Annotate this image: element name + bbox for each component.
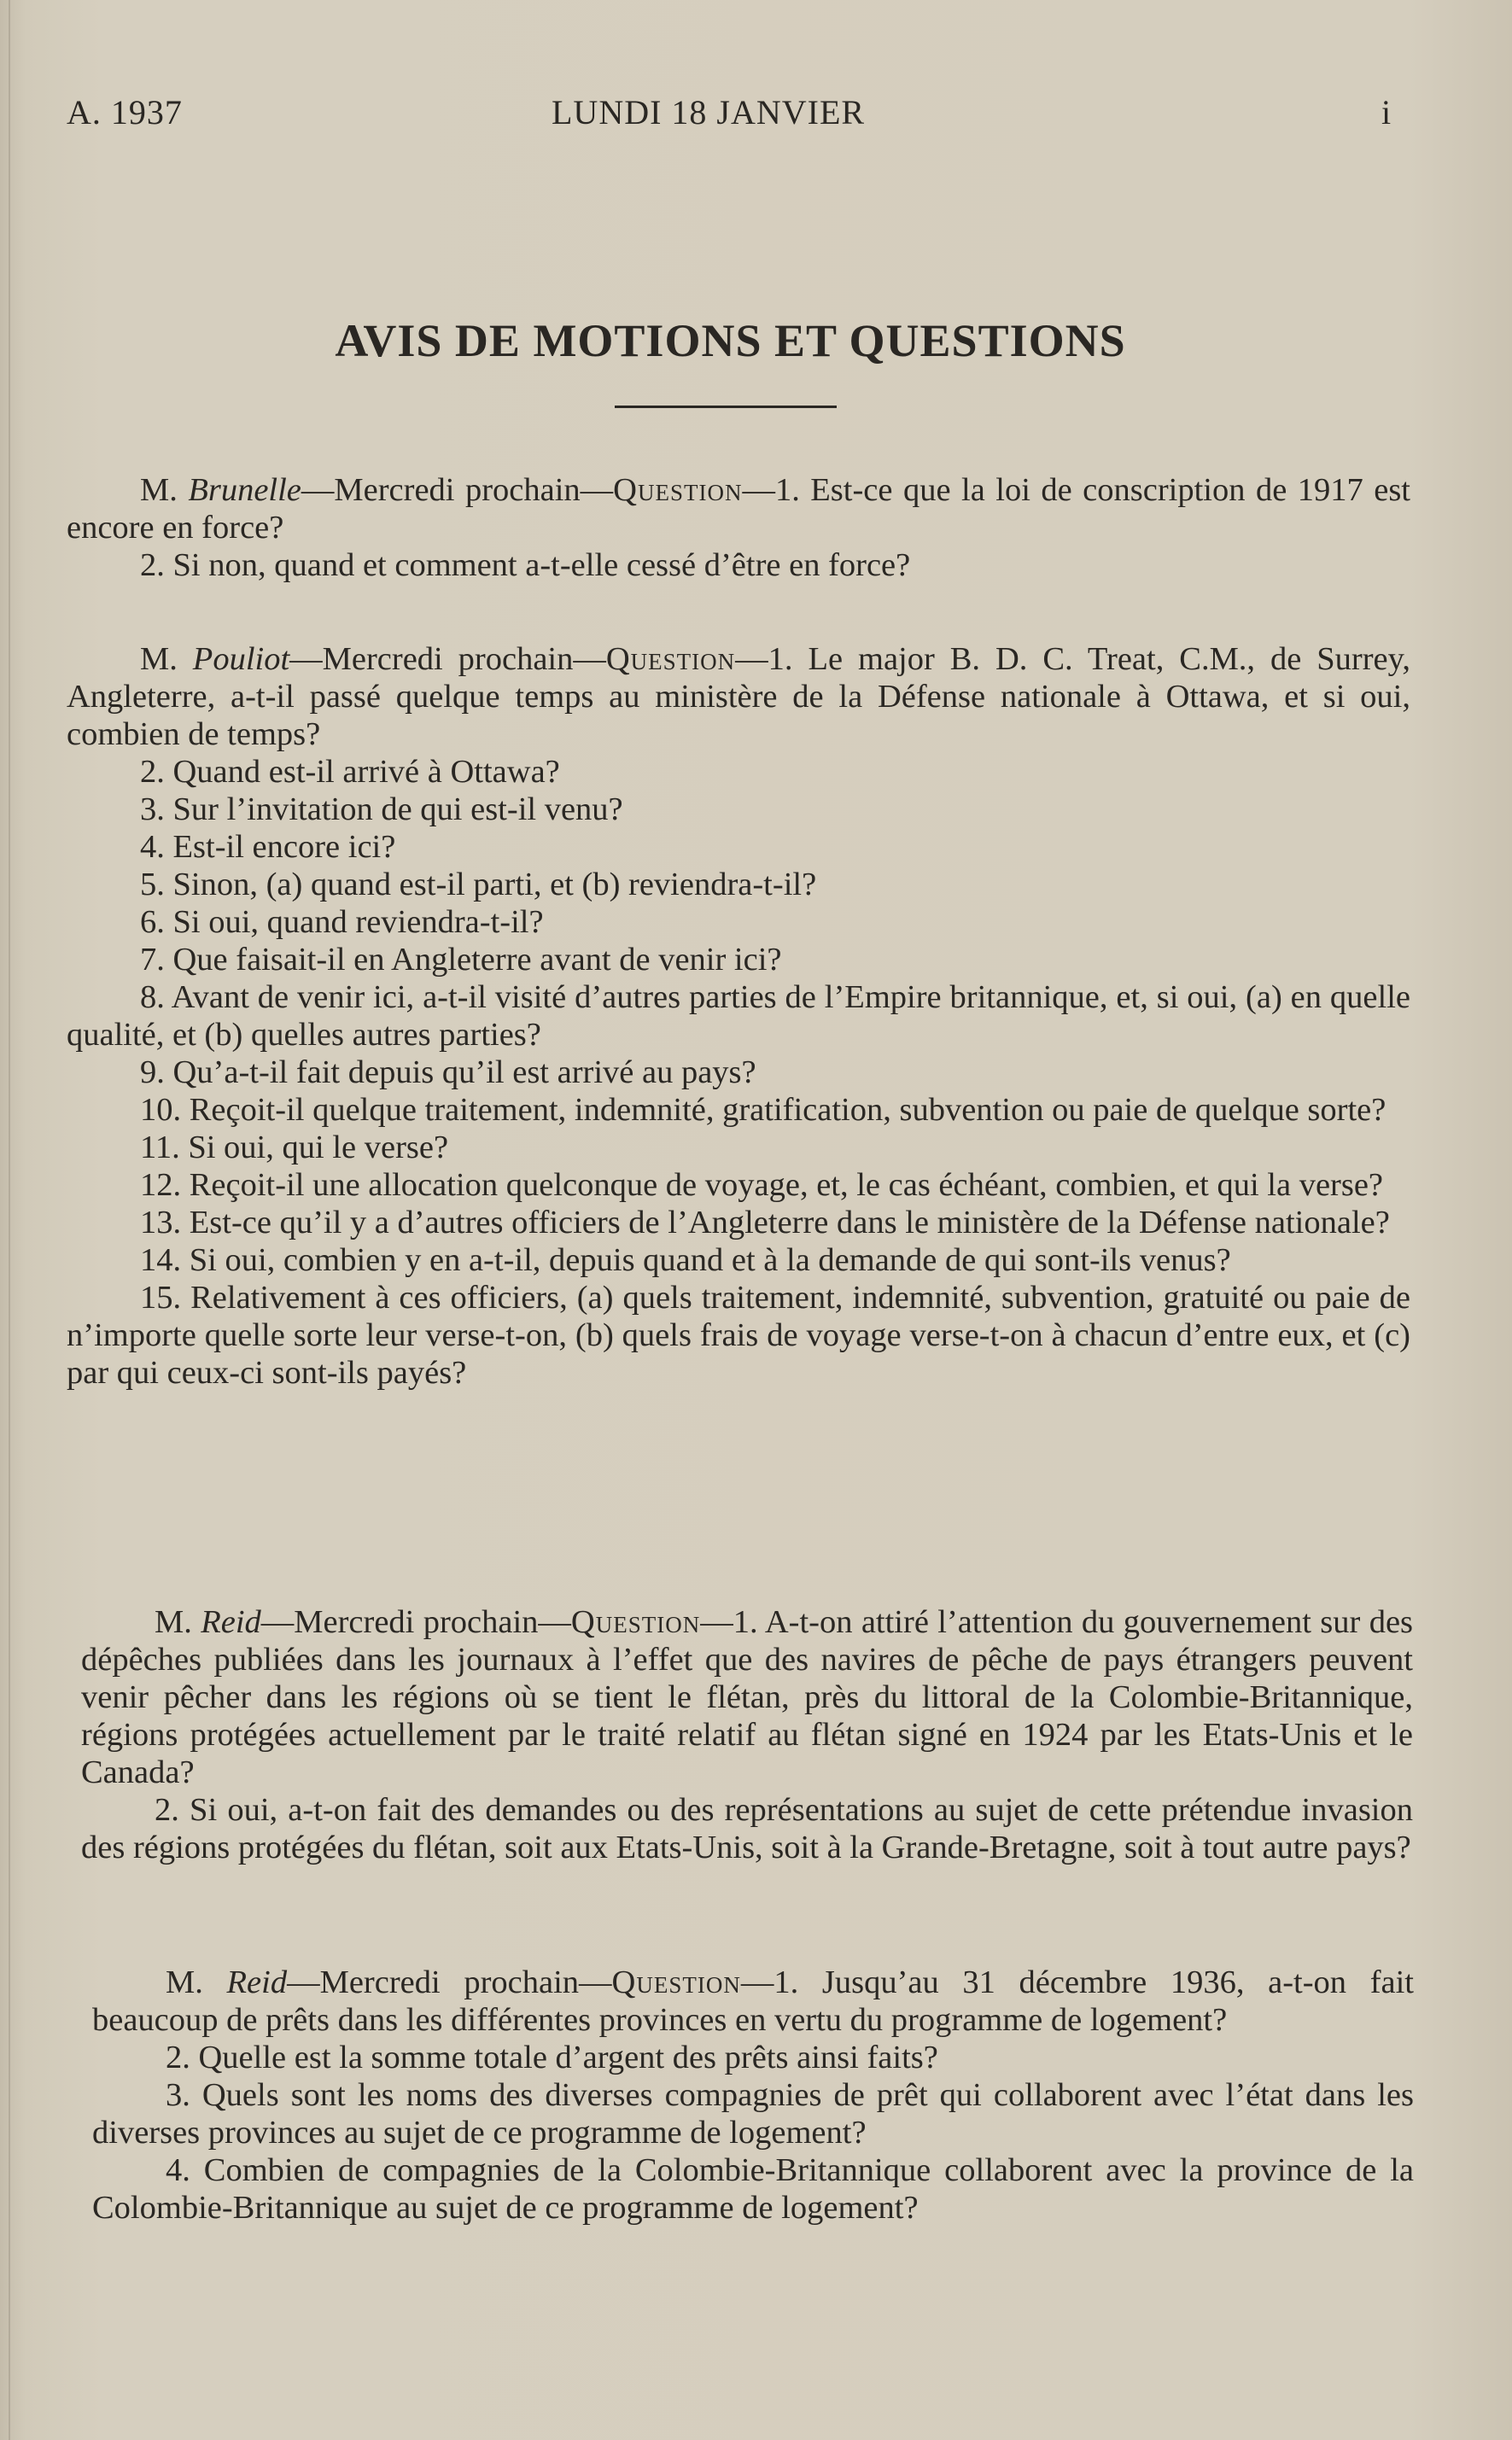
question-item: 10. Reçoit-il quelque traitement, indemnité, gratification, subvention ou paie de quelque sorte? — [140, 1092, 1386, 1128]
question-item: 14. Si oui, combien y en a-t-il, depuis quand et à la demande de qui sont-ils venus? — [140, 1242, 1231, 1278]
header-page-number: i — [1381, 93, 1392, 131]
running-header — [67, 92, 1398, 143]
question-item: 5. Sinon, (a) quand est-il parti, et (b) reviendra-t-il? — [140, 867, 817, 902]
question-item: 2. Quelle est la somme totale d’argent des prêts ainsi faits? — [166, 2040, 938, 2075]
motion-when: —Mercredi prochain— — [289, 641, 606, 677]
question-label: Question — [605, 641, 736, 677]
motion-prefix: M. — [166, 1964, 227, 2000]
title-rule — [615, 406, 837, 408]
question-item: 11. Si oui, qui le verse? — [140, 1130, 449, 1165]
question-item: 13. Est-ce qu’il y a d’autres officiers de l’Angleterre dans le ministère de la Défense nationale? — [140, 1205, 1390, 1240]
question-item: 2. Si non, quand et comment a-t-elle cessé d’être en force? — [140, 547, 911, 583]
motion-prefix: M. — [140, 472, 189, 508]
motion-brunelle — [67, 471, 1410, 584]
question-item: 6. Si oui, quand reviendra-t-il? — [140, 904, 544, 940]
question-item: 4. Est-il encore ici? — [140, 829, 396, 865]
member-name: Reid — [226, 1964, 288, 2000]
question-text: —1. Le major B. D. C. Treat, C.M., de Surrey, Angleterre, a-t-il passé quelque temps au ministère de la Défense nationale à Ottawa, et si oui, combien de temps? — [67, 641, 1411, 752]
header-year: A. 1937 — [67, 93, 183, 131]
question-item: 8. Avant de venir ici, a-t-il visité d’autres parties de l’Empire britannique, et, si oui, (a) en quelle qualité, et (b) quelles autres parties? — [67, 979, 1410, 1053]
question-label: Question — [570, 1604, 701, 1640]
page-title: AVIS DE MOTIONS ET QUESTIONS — [335, 315, 1126, 366]
member-name: Pouliot — [192, 641, 290, 677]
question-item: 4. Combien de compagnies de la Colombie-Britannique collaborent avec la province de la Colombie-Britannique au sujet de ce programme de logement? — [92, 2152, 1414, 2226]
question-text: —1. A-t-on attiré l’attention du gouvernement sur des dépêches publiées dans les journaux à l’effet que des navires de pêche de pays étrangers peuvent venir pêcher dans les régions où se tient le flétan, près du littoral de la Colombie-Britannique, régions protégées actuellement par le traité relatif au flétan signé en 1924 par les Etats-Unis et le Canada? — [81, 1604, 1414, 1790]
question-item: 3. Quels sont les noms des diverses compagnies de prêt qui collaborent avec l’état dans les diverses provinces au sujet de ce programme de logement? — [92, 2077, 1414, 2151]
question-text: —1. Jusqu’au 31 décembre 1936, a-t-on fait beaucoup de prêts dans les différentes provinces en vertu du programme de logement? — [92, 1964, 1414, 2038]
motion-intro — [92, 1964, 1414, 2039]
member-name: Reid — [201, 1604, 261, 1640]
question-item: 2. Si oui, a-t-on fait des demandes ou des représentations au sujet de cette prétendue invasion des régions protégées du flétan, soit aux Etats-Unis, soit à la Grande-Bretagne, soit à tout autre pays? — [81, 1792, 1413, 1865]
question-item: 9. Qu’a-t-il fait depuis qu’il est arrivé au pays? — [140, 1054, 756, 1090]
motion-intro — [67, 640, 1410, 753]
member-name: Brunelle — [188, 472, 301, 508]
motion-reid-halibut — [81, 1603, 1413, 1866]
question-item: 15. Relativement à ces officiers, (a) quels traitement, indemnité, subvention, gratuité ou paie de n’importe quelle sorte leur verse-t-on, (b) quels frais de voyage verse-t-on à chacun d’entre eux, et (c) par qui ceux-ci sont-ils payés? — [67, 1280, 1410, 1391]
question-item: 7. Que faisait-il en Angleterre avant de venir ici? — [140, 942, 782, 978]
question-text: —1. Est-ce que la loi de conscription de 1917 est encore en force? — [67, 472, 1410, 546]
header-date: LUNDI 18 JANVIER — [552, 93, 866, 131]
question-item: 2. Quand est-il arrivé à Ottawa? — [140, 754, 560, 790]
question-item: 12. Reçoit-il une allocation quelconque de voyage, et, le cas échéant, combien, et qui la verse? — [140, 1167, 1384, 1203]
motion-pouliot — [67, 640, 1410, 1392]
motion-when: —Mercredi prochain— — [287, 1964, 612, 2000]
motion-when: —Mercredi prochain— — [260, 1604, 571, 1640]
motion-prefix: M. — [155, 1604, 201, 1640]
question-label: Question — [611, 1964, 741, 2000]
motion-intro — [81, 1603, 1413, 1791]
motion-prefix: M. — [140, 641, 193, 677]
question-item: 3. Sur l’invitation de qui est-il venu? — [140, 791, 623, 827]
question-label: Question — [613, 472, 743, 508]
motion-when: —Mercredi prochain— — [301, 472, 614, 508]
motion-intro — [67, 471, 1410, 546]
motion-reid-housing — [92, 1964, 1414, 2227]
